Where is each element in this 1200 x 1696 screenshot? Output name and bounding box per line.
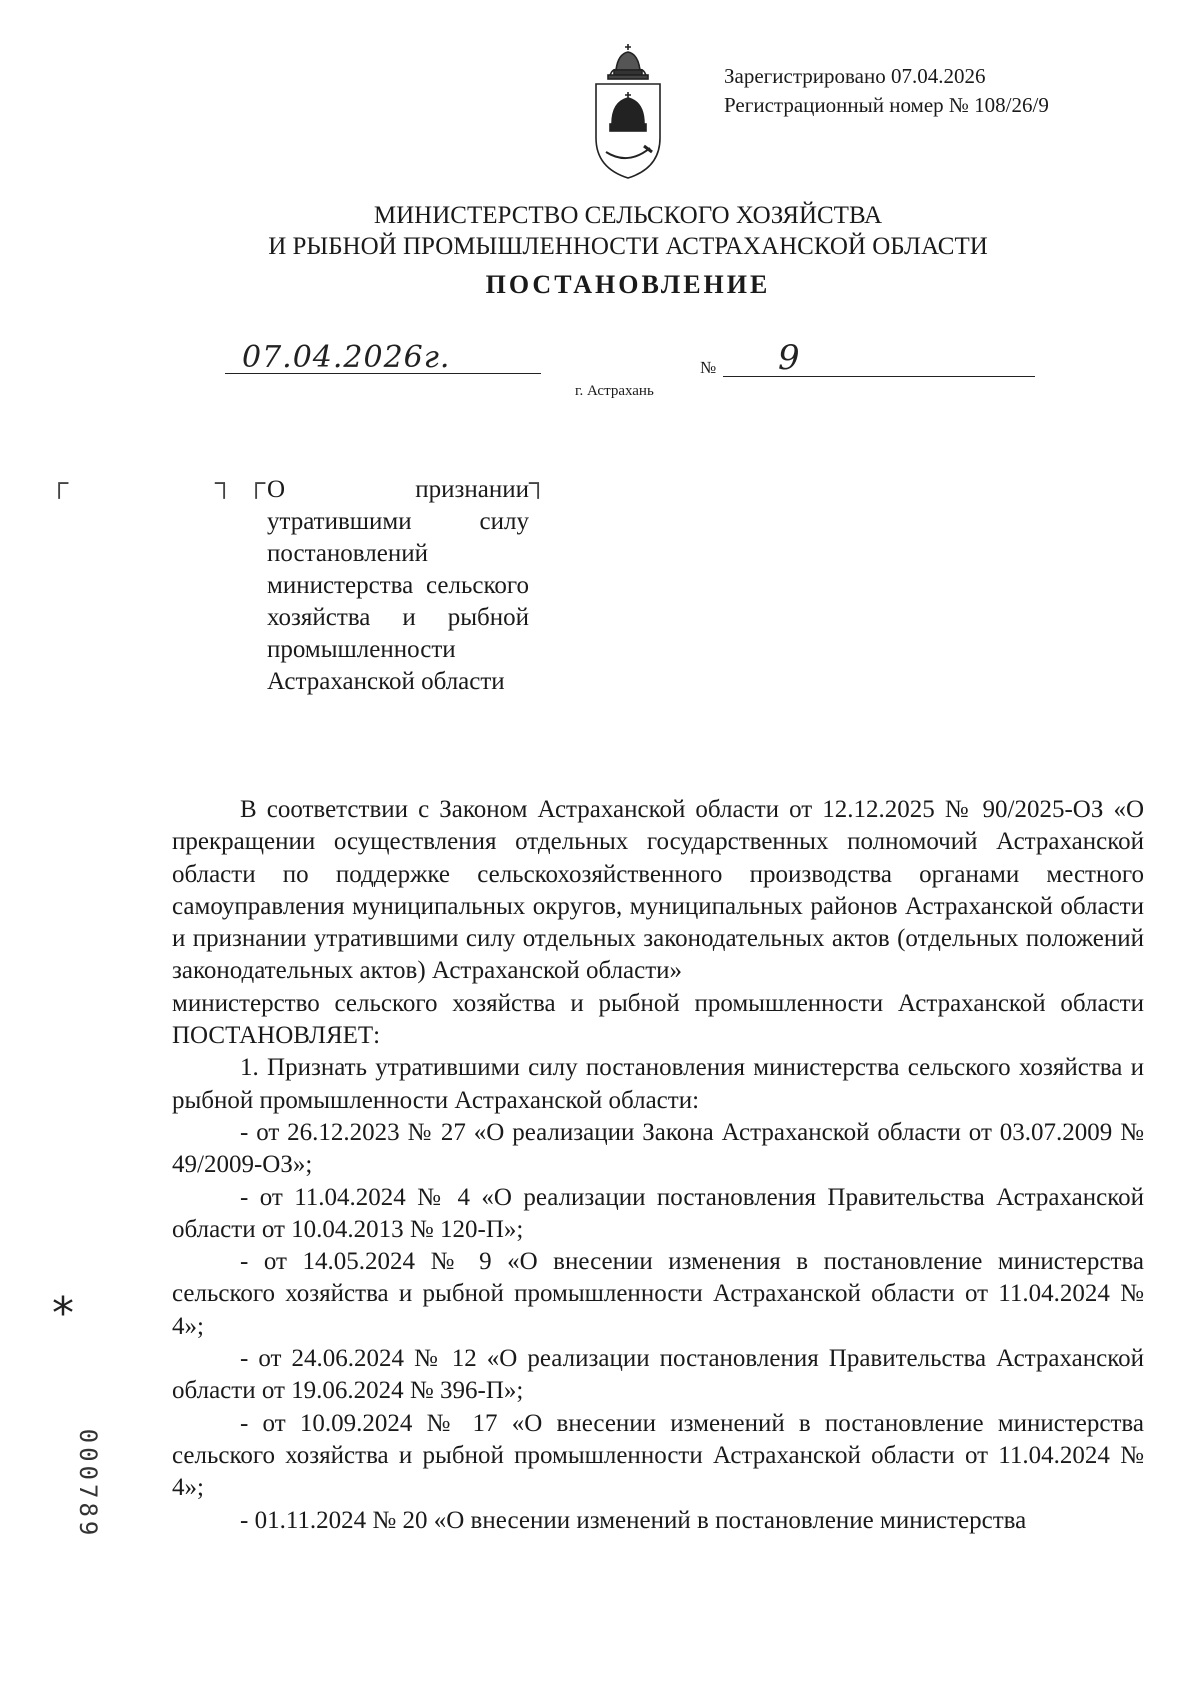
stamp-star: *	[52, 1288, 74, 1339]
ministry-name	[0, 200, 1200, 262]
list-item: - от 10.09.2024 № 17 «О внесении изменений в постановление министерства сельского хозяйства и рыбной промышленности Астраханской области от 11.04.2024 № 4»;	[172, 1409, 1144, 1502]
number-underline	[723, 376, 1035, 377]
corner-bracket-mid: ┐	[215, 468, 234, 497]
list-item: - от 24.06.2024 № 12 «О реализации постановления Правительства Астраханской области от 19.06.2024 № 396-П»;	[172, 1345, 1144, 1405]
handwritten-date: 07.04.2026г.	[242, 340, 451, 375]
preamble-paragraph: В соответствии с Законом Астраханской области от 12.12.2025 № 90/2025-ОЗ «О прекращении осуществления отдельных государственных полномочий Астраханской области по поддержке сельскохозяйственного производства органами местного самоуправления муниципальных округов, муниципальных районов Астраханской области и признании утратившими силу отдельных законодательных актов (отдельных положений законодательных актов) Астраханской области»	[172, 796, 1144, 985]
ministry-line-2: И РЫБНОЙ ПРОМЫШЛЕННОСТИ АСТРАХАНСКОЙ ОБЛАСТИ	[268, 233, 988, 260]
corner-bracket-left: ┌	[50, 468, 69, 497]
ministry-line-1: МИНИСТЕРСТВО СЕЛЬСКОГО ХОЗЯЙСТВА	[373, 202, 883, 229]
registration-date: Зарегистрировано 07.04.2026	[724, 64, 986, 88]
list-item: - 01.11.2024 № 20 «О внесении изменений в постановление министерства	[240, 1506, 1027, 1534]
list-item: - от 26.12.2023 № 27 «О реализации Закона Астраханской области от 03.07.2009 № 49/2009-ОЗ»;	[172, 1118, 1144, 1179]
handwritten-number: 9	[778, 338, 800, 378]
resolves-paragraph: министерство сельского хозяйства и рыбной промышленности Астраханской области ПОСТАНОВЛЯЕТ:	[172, 989, 1144, 1050]
registration-number: Регистрационный номер № 108/26/9	[724, 93, 1049, 117]
date-underline	[225, 373, 541, 374]
document-body	[172, 794, 1144, 1537]
number-sign: №	[700, 358, 717, 377]
coat-of-arms-emblem	[588, 40, 668, 182]
document-type-title: ПОСТАНОВЛЕНИЕ	[485, 270, 771, 299]
document-subject: О признании утратившими силу постановлений министерства сельского хозяйства и рыбной промышленности Астраханской области	[267, 476, 529, 695]
list-item: - от 14.05.2024 № 9 «О внесении изменения в постановление министерства сельского хозяйства и рыбной промышленности Астраханской области от 11.04.2024 № 4»;	[172, 1248, 1144, 1340]
registration-block	[724, 62, 1049, 120]
point-1-paragraph: 1. Признать утратившими силу постановления министерства сельского хозяйства и рыбной промышленности Астраханской области:	[172, 1054, 1144, 1114]
corner-bracket-subject-right: ┐	[529, 468, 548, 497]
list-item: - от 11.04.2024 № 4 «О реализации постановления Правительства Астраханской области от 10.04.2013 № 120-П»;	[172, 1183, 1144, 1243]
stamp-serial-number: 000789	[74, 1428, 102, 1540]
city-label: г. Астрахань	[575, 383, 654, 399]
corner-bracket-subject-left: ┌	[247, 468, 266, 497]
